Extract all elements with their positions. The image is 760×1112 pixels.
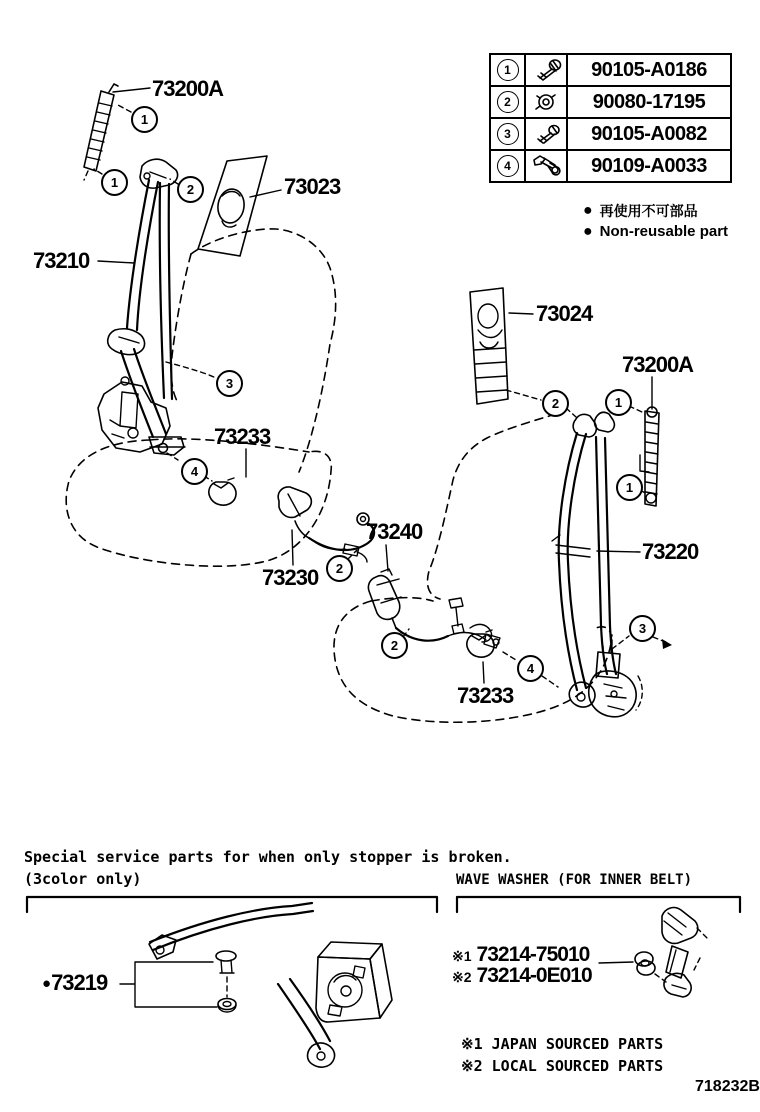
callout-1: 1 [101, 169, 128, 196]
part-label-73233-right: 73233 [457, 683, 514, 708]
callout-3: 3 [216, 370, 243, 397]
fasteners-table [489, 53, 732, 183]
stopper-pin-drawing [216, 951, 236, 973]
legend-en-text: Non-reusable part [599, 223, 729, 240]
fastener-row [491, 55, 730, 87]
callout-3-arrowhead [662, 639, 672, 649]
wave-washer-part-number: 73214-75010 [476, 943, 590, 966]
inner-belt-buckle-drawing [655, 908, 707, 997]
part-label-73240: 73240 [366, 519, 423, 544]
wave-washer-title: WAVE WASHER (FOR INNER BELT) [456, 872, 693, 888]
stopper-washer-drawing [218, 999, 236, 1013]
left-stopper-clip-drawing [209, 478, 236, 505]
part-label-73220: 73220 [642, 539, 699, 564]
wave-washer-part-local [452, 964, 592, 988]
part-label-73200A-left: 73200A [152, 76, 224, 101]
part-label-73219: ●73219 [42, 970, 108, 995]
right-belt-assembly-drawing [552, 412, 642, 717]
label-leader-lines [98, 88, 652, 1007]
fastener-row [491, 87, 730, 119]
drawing-number: 718232B [695, 1078, 760, 1095]
wave-washer-drawing [635, 952, 655, 975]
part-label-73230: 73230 [262, 565, 319, 590]
fastener-row [491, 151, 730, 181]
screw-icon [526, 55, 568, 85]
part-label-73210: 73210 [33, 248, 90, 273]
non-reusable-bullet-icon: ● [583, 202, 593, 219]
left-seat-outline [66, 229, 335, 566]
legend-non-reusable-en [583, 223, 728, 240]
nut-icon [526, 87, 568, 117]
right-stopper-clip-drawing [467, 630, 494, 657]
callout-badge: 2 [497, 91, 519, 113]
left-height-adjuster-strip-drawing [84, 84, 118, 180]
sourcing-note-japan: ※1 JAPAN SOURCED PARTS [461, 1035, 664, 1053]
callout-1: 1 [605, 389, 632, 416]
fastener-part-number: 90080-17195 [592, 90, 706, 113]
left-belt-assembly-drawing [98, 159, 185, 455]
non-reusable-bullet-icon: ● [42, 975, 52, 992]
sourcing-note-local: ※2 LOCAL SOURCED PARTS [461, 1057, 664, 1075]
wave-washer-section-bracket [457, 897, 740, 912]
special-service-retractor-drawing [149, 903, 392, 1067]
non-reusable-bullet-icon: ● [583, 222, 593, 240]
special-service-section-bracket [27, 897, 437, 912]
callout-2: 2 [177, 176, 204, 203]
callout-2: 2 [542, 390, 569, 417]
fastener-row [491, 119, 730, 151]
part-label-73200A-right: 73200A [622, 352, 694, 377]
special-service-note-line2: (3color only) [24, 870, 142, 888]
legend-jp-text: 再使用不可部品 [599, 203, 698, 219]
part-label-73024: 73024 [536, 301, 593, 326]
shoulder-screw-icon [526, 151, 568, 181]
right-pillar-garnish-drawing [470, 288, 508, 404]
callout-2: 2 [326, 555, 353, 582]
callout-badge: 1 [497, 59, 519, 81]
fastener-part-number: 90105-A0186 [591, 58, 707, 81]
part-label-73233-left: 73233 [214, 424, 271, 449]
fastener-part-number: 90105-A0082 [591, 122, 707, 145]
fastener-part-number: 90109-A0033 [591, 154, 707, 177]
part-label-73023: 73023 [284, 174, 341, 199]
callout-1: 1 [131, 106, 158, 133]
callout-4: 4 [181, 458, 208, 485]
legend-non-reusable-jp [583, 201, 698, 221]
callout-3: 3 [629, 615, 656, 642]
screw-icon [526, 119, 568, 149]
callout-2: 2 [381, 632, 408, 659]
left-pillar-garnish-drawing [198, 156, 267, 256]
special-service-note-line1: Special service parts for when only stopper is broken. [24, 848, 512, 866]
callout-badge: 3 [497, 123, 519, 145]
callout-1: 1 [616, 474, 643, 501]
reference-marker: ※2 [452, 969, 472, 985]
wave-washer-part-number: 73214-0E010 [476, 964, 592, 987]
reference-marker: ※1 [452, 948, 472, 964]
callout-4: 4 [517, 655, 544, 682]
callout-badge: 4 [497, 155, 519, 177]
